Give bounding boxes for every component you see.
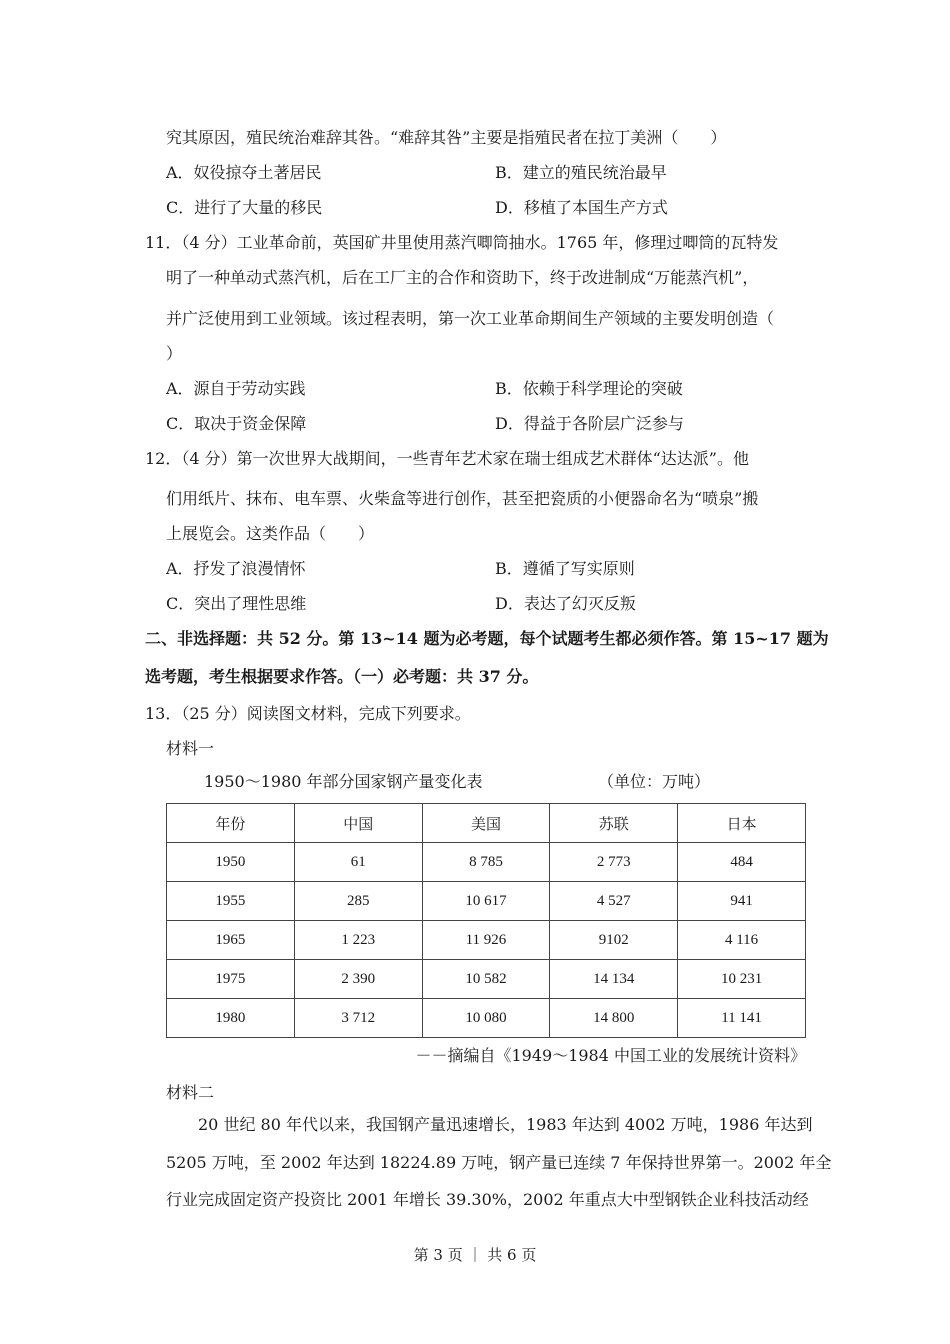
table-cell: 10 231 — [678, 960, 806, 999]
q11-option-b: B．依赖于科学理论的突破 — [495, 379, 683, 398]
q11-option-c: C．取决于资金保障 — [166, 414, 307, 433]
q12-option-b: B．遵循了写实原则 — [495, 559, 635, 578]
q11-line-3: 并广泛使用到工业领域。该过程表明，第一次工业革命期间生产领域的主要发明创造（ — [166, 309, 775, 328]
material-1-label: 材料一 — [166, 739, 215, 758]
table-header-cell: 苏联 — [550, 804, 678, 843]
table-title: 1950～1980 年部分国家钢产量变化表 — [204, 772, 483, 791]
table-row — [167, 921, 806, 960]
table-header-row — [167, 804, 806, 843]
table-cell: 61 — [294, 843, 422, 882]
table-cell: 484 — [678, 843, 806, 882]
table-cell: 10 617 — [422, 882, 550, 921]
q10-option-c: C．进行了大量的移民 — [166, 198, 323, 217]
section-2-heading-line-1: 二、非选择题：共 52 分。第 13~14 题为必考题，每个试题考生都必须作答。第 15~17 题为 — [145, 629, 829, 648]
q13-stem: 13．（25 分）阅读图文材料，完成下列要求。 — [145, 704, 471, 723]
table-cell: 14 134 — [550, 960, 678, 999]
q11-option-a: A．源自于劳动实践 — [166, 379, 306, 398]
section-2-heading-line-2: 选考题，考生根据要求作答。（一）必考题：共 37 分。 — [145, 667, 539, 686]
material-2-line-1: 20 世纪 80 年代以来，我国钢产量迅速增长，1983 年达到 4002 万吨，1986 年达到 — [198, 1115, 813, 1134]
q12-line-1: 12．（4 分）第一次世界大战期间，一些青年艺术家在瑞士组成艺术群体“达达派”。他 — [145, 449, 749, 468]
table-cell: 2 390 — [294, 960, 422, 999]
table-cell: 1980 — [167, 999, 295, 1038]
q10-option-b: B．建立的殖民统治最早 — [495, 163, 667, 182]
table-header-cell: 中国 — [294, 804, 422, 843]
table-cell: 285 — [294, 882, 422, 921]
table-cell: 4 527 — [550, 882, 678, 921]
q10-option-a: A．奴役掠夺土著居民 — [166, 163, 322, 182]
table-cell: 941 — [678, 882, 806, 921]
table-header-cell: 年份 — [167, 804, 295, 843]
table-row — [167, 843, 806, 882]
table-cell: 11 141 — [678, 999, 806, 1038]
q11-line-2: 明了一种单动式蒸汽机，后在工厂主的合作和资助下，终于改进制成“万能蒸汽机”， — [166, 268, 759, 287]
table-cell: 9102 — [550, 921, 678, 960]
table-cell: 10 582 — [422, 960, 550, 999]
q11-option-d: D．得益于各阶层广泛参与 — [495, 414, 684, 433]
table-cell: 1 223 — [294, 921, 422, 960]
table-cell: 1965 — [167, 921, 295, 960]
table-cell: 8 785 — [422, 843, 550, 882]
table-header-cell: 美国 — [422, 804, 550, 843]
table-row — [167, 882, 806, 921]
q12-line-2: 们用纸片、抹布、电车票、火柴盒等进行创作，甚至把瓷质的小便器命名为“喷泉”搬 — [166, 489, 759, 508]
table-header-cell: 日本 — [678, 804, 806, 843]
material-2-line-3: 行业完成固定资产投资比 2001 年增长 39.30%，2002 年重点大中型钢铁企业科技活动经 — [166, 1190, 809, 1209]
q10-stem-tail: 究其原因，殖民统治难辞其咎。“难辞其咎”主要是指殖民者在拉丁美洲（ ） — [166, 128, 727, 147]
q12-option-a: A．抒发了浪漫情怀 — [166, 559, 306, 578]
page-footer: 第 3 页 ｜ 共 6 页 — [413, 1246, 537, 1264]
material-2-line-2: 5205 万吨，至 2002 年达到 18224.89 万吨，钢产量已连续 7 年保持世界第一。2002 年全 — [166, 1153, 832, 1172]
table-cell: 11 926 — [422, 921, 550, 960]
steel-output-table — [166, 803, 806, 1038]
table-row — [167, 960, 806, 999]
q12-option-d: D．表达了幻灭反叛 — [495, 594, 636, 613]
table-cell: 1950 — [167, 843, 295, 882]
table-unit: （单位：万吨） — [598, 772, 711, 791]
table-cell: 2 773 — [550, 843, 678, 882]
table-cell: 3 712 — [294, 999, 422, 1038]
q11-line-1: 11．（4 分）工业革命前，英国矿井里使用蒸汽唧筒抽水。1765 年，修理过唧筒的瓦特发 — [145, 233, 779, 252]
table-cell: 1955 — [167, 882, 295, 921]
table-cell: 1975 — [167, 960, 295, 999]
q12-line-3: 上展览会。这类作品（ ） — [166, 524, 375, 543]
table-source: －－摘编自《1949～1984 中国工业的发展统计资料》 — [415, 1046, 806, 1065]
table-row — [167, 999, 806, 1038]
q12-option-c: C．突出了理性思维 — [166, 594, 307, 613]
table-cell: 4 116 — [678, 921, 806, 960]
q10-option-d: D．移植了本国生产方式 — [495, 198, 668, 217]
q11-line-4: ） — [166, 344, 183, 363]
material-2-label: 材料二 — [166, 1083, 215, 1102]
table-cell: 14 800 — [550, 999, 678, 1038]
table-cell: 10 080 — [422, 999, 550, 1038]
